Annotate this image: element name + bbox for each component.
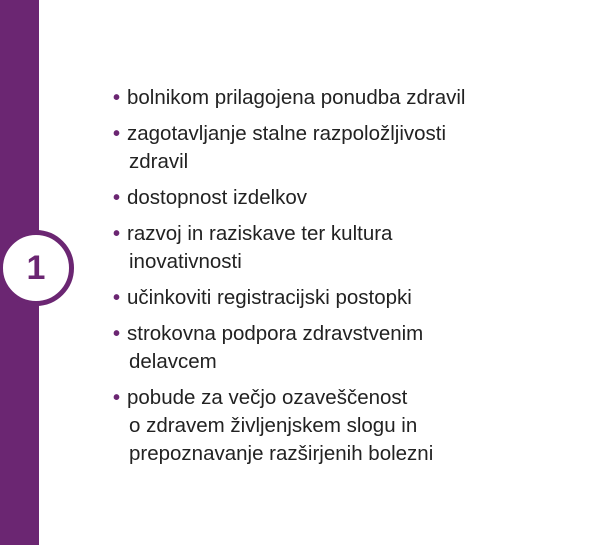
number-badge: [0, 230, 74, 306]
list-item-text: pobude za večjo ozaveščenost: [127, 386, 408, 409]
list-item-text: strokovna podpora zdravstvenim: [127, 322, 424, 345]
bullet-icon: •: [113, 87, 121, 109]
list-item-text: delavcem: [129, 350, 217, 373]
bullet-icon: •: [113, 187, 121, 209]
list-item: [111, 320, 591, 376]
list-item: [111, 184, 591, 212]
list-item: [111, 384, 591, 468]
list-item-text: zdravil: [129, 150, 189, 173]
bullet-list: [111, 84, 591, 476]
list-item-text: inovativnosti: [129, 250, 242, 273]
bullet-icon: •: [113, 323, 121, 345]
list-item-text: razvoj in raziskave ter kultura: [127, 222, 393, 245]
list-item-text: bolnikom prilagojena ponudba zdravil: [127, 86, 466, 109]
bullet-icon: •: [113, 123, 121, 145]
list-item-text: dostopnost izdelkov: [127, 186, 308, 209]
list-item-text: o zdravem življenjskem slogu in: [129, 414, 418, 437]
list-item-text: učinkoviti registracijski postopki: [127, 286, 412, 309]
list-item: [111, 220, 591, 276]
list-item: [111, 284, 591, 312]
bullet-icon: •: [113, 287, 121, 309]
list-item: [111, 84, 591, 112]
list-item-text: prepoznavanje razširjenih bolezni: [129, 442, 434, 465]
badge-number: 1: [26, 248, 46, 287]
bullet-icon: •: [113, 387, 121, 409]
bullet-icon: •: [113, 223, 121, 245]
list-item: [111, 120, 591, 176]
list-item-text: zagotavljanje stalne razpoložljivosti: [127, 122, 447, 145]
